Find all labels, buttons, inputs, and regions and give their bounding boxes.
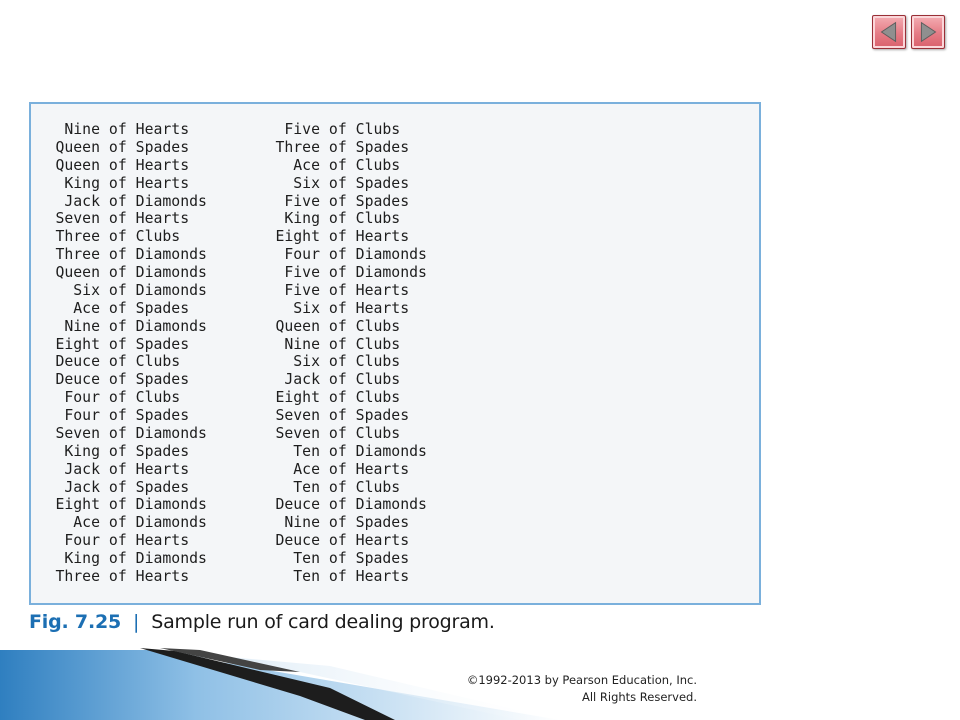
card-suit: Diamonds (135, 496, 207, 514)
of-word: of (328, 138, 347, 156)
card-left (46, 210, 266, 228)
card-right (266, 568, 466, 586)
card-suit: Spades (135, 299, 190, 317)
card-suit: Clubs (355, 335, 401, 353)
output-row (46, 336, 466, 354)
card-right (266, 139, 466, 157)
of-word: of (328, 174, 347, 192)
card-right (266, 228, 466, 246)
of-word: of (108, 532, 127, 550)
triangle-left-icon (873, 16, 905, 48)
card-suit: Diamonds (135, 281, 207, 299)
card-face: Five (284, 121, 320, 138)
card-face: Six (73, 281, 100, 299)
card-suit: Clubs (355, 389, 401, 407)
output-row (46, 479, 466, 497)
card-left (46, 514, 266, 532)
card-face: Queen (55, 264, 100, 281)
card-face: Four (64, 407, 100, 424)
card-face: King (64, 174, 100, 192)
card-face: Seven (275, 407, 320, 424)
card-suit: Diamonds (355, 442, 427, 460)
card-face: Ace (73, 299, 100, 317)
card-left (46, 353, 266, 371)
output-row (46, 532, 466, 550)
card-left (46, 228, 266, 246)
card-right (266, 407, 466, 425)
output-row (46, 550, 466, 568)
card-left (46, 443, 266, 461)
of-word: of (108, 335, 127, 353)
card-face: Ten (293, 567, 320, 585)
card-face: Deuce (55, 353, 100, 371)
card-face: Seven (275, 424, 320, 442)
card-left (46, 568, 266, 586)
caption-separator: | (133, 611, 140, 633)
output-row (46, 157, 466, 175)
card-face: Jack (64, 460, 100, 478)
card-face: Jack (64, 478, 100, 496)
output-row (46, 371, 466, 389)
card-suit: Spades (135, 335, 190, 353)
of-word: of (108, 550, 127, 567)
card-suit: Spades (135, 478, 190, 496)
card-right (266, 461, 466, 479)
of-word: of (328, 335, 347, 353)
card-suit: Hearts (135, 567, 190, 585)
copyright-line-2: All Rights Reserved. (581, 690, 697, 704)
output-row (46, 514, 466, 532)
of-word: of (328, 192, 347, 210)
card-suit: Diamonds (135, 424, 207, 442)
card-suit: Hearts (135, 156, 190, 174)
card-suit: Hearts (135, 121, 190, 138)
card-face: Jack (284, 371, 320, 389)
card-suit: Diamonds (355, 264, 427, 281)
card-left (46, 532, 266, 550)
of-word: of (328, 514, 347, 532)
of-word: of (328, 246, 347, 264)
card-suit: Spades (355, 138, 410, 156)
card-face: Ace (293, 460, 320, 478)
of-word: of (328, 210, 347, 228)
card-suit: Spades (355, 174, 410, 192)
card-right (266, 175, 466, 193)
card-right (266, 193, 466, 211)
output-row (46, 568, 466, 586)
card-right (266, 514, 466, 532)
of-word: of (328, 389, 347, 407)
card-suit: Hearts (135, 460, 190, 478)
card-left (46, 246, 266, 264)
card-right (266, 121, 466, 139)
of-word: of (108, 299, 127, 317)
output-row (46, 425, 466, 443)
card-suit: Spades (135, 371, 190, 389)
of-word: of (108, 514, 127, 532)
card-suit: Spades (135, 138, 190, 156)
of-word: of (328, 460, 347, 478)
card-face: Ten (293, 478, 320, 496)
card-suit: Spades (135, 442, 190, 460)
output-row (46, 246, 466, 264)
of-word: of (328, 478, 347, 496)
of-word: of (328, 281, 347, 299)
output-row (46, 496, 466, 514)
of-word: of (108, 389, 127, 407)
card-face: Seven (55, 210, 100, 228)
card-suit: Diamonds (135, 317, 207, 335)
card-suit: Hearts (135, 210, 190, 228)
card-right (266, 246, 466, 264)
card-face: Nine (284, 514, 320, 532)
triangle-right-icon (912, 16, 944, 48)
output-row (46, 264, 466, 282)
output-row (46, 353, 466, 371)
card-face: Four (284, 246, 320, 264)
card-left (46, 496, 266, 514)
card-suit: Hearts (355, 228, 410, 246)
figure-caption (29, 611, 495, 633)
of-word: of (108, 246, 127, 264)
card-face: Jack (64, 192, 100, 210)
output-row (46, 193, 466, 211)
card-face: Five (284, 281, 320, 299)
card-face: Deuce (275, 532, 320, 550)
card-right (266, 282, 466, 300)
card-face: Ten (293, 442, 320, 460)
card-suit: Spades (355, 407, 410, 424)
card-face: Nine (64, 121, 100, 138)
of-word: of (108, 138, 127, 156)
card-face: Six (293, 353, 320, 371)
card-suit: Clubs (355, 353, 401, 371)
of-word: of (108, 121, 127, 138)
card-right (266, 371, 466, 389)
card-left (46, 425, 266, 443)
of-word: of (328, 353, 347, 371)
card-deal-list (46, 121, 466, 586)
card-suit: Hearts (355, 460, 410, 478)
card-face: Queen (275, 317, 320, 335)
of-word: of (108, 156, 127, 174)
card-suit: Clubs (135, 389, 181, 407)
caption-text: Sample run of card dealing program. (151, 611, 495, 633)
card-right (266, 425, 466, 443)
card-face: Five (284, 192, 320, 210)
card-suit: Spades (355, 514, 410, 532)
card-suit: Hearts (135, 174, 190, 192)
card-left (46, 282, 266, 300)
card-face: Eight (275, 228, 320, 246)
card-face: King (284, 210, 320, 228)
card-right (266, 318, 466, 336)
card-left (46, 407, 266, 425)
card-left (46, 479, 266, 497)
card-face: King (64, 550, 100, 567)
card-suit: Clubs (135, 228, 181, 246)
card-suit: Spades (355, 550, 410, 567)
card-face: Eight (275, 389, 320, 407)
card-suit: Clubs (355, 371, 401, 389)
of-word: of (328, 424, 347, 442)
card-left (46, 300, 266, 318)
card-right (266, 210, 466, 228)
output-row (46, 318, 466, 336)
of-word: of (108, 210, 127, 228)
card-face: Deuce (55, 371, 100, 389)
card-suit: Spades (135, 407, 190, 424)
card-face: Three (55, 246, 100, 264)
of-word: of (108, 407, 127, 424)
of-word: of (108, 281, 127, 299)
card-face: Six (293, 299, 320, 317)
card-left (46, 121, 266, 139)
card-left (46, 461, 266, 479)
card-face: Eight (55, 496, 100, 514)
card-suit: Hearts (355, 299, 410, 317)
card-right (266, 264, 466, 282)
card-face: Three (275, 138, 320, 156)
card-face: Ten (293, 550, 320, 567)
card-suit: Spades (355, 192, 410, 210)
output-row (46, 407, 466, 425)
card-suit: Clubs (355, 317, 401, 335)
copyright-notice (467, 672, 697, 706)
card-suit: Hearts (355, 281, 410, 299)
card-right (266, 443, 466, 461)
card-left (46, 550, 266, 568)
card-right (266, 336, 466, 354)
of-word: of (328, 371, 347, 389)
of-word: of (108, 353, 127, 371)
of-word: of (108, 174, 127, 192)
card-left (46, 336, 266, 354)
card-suit: Diamonds (355, 496, 427, 514)
card-right (266, 300, 466, 318)
of-word: of (108, 567, 127, 585)
card-face: Six (293, 174, 320, 192)
card-face: Eight (55, 335, 100, 353)
card-face: Four (64, 389, 100, 407)
output-row (46, 300, 466, 318)
card-suit: Diamonds (135, 192, 207, 210)
card-right (266, 532, 466, 550)
previous-slide-button[interactable] (872, 15, 906, 49)
card-suit: Clubs (355, 121, 401, 138)
of-word: of (108, 424, 127, 442)
of-word: of (108, 496, 127, 514)
output-row (46, 210, 466, 228)
of-word: of (108, 228, 127, 246)
card-suit: Hearts (355, 567, 410, 585)
of-word: of (108, 478, 127, 496)
card-left (46, 157, 266, 175)
of-word: of (108, 192, 127, 210)
of-word: of (328, 496, 347, 514)
of-word: of (328, 299, 347, 317)
card-right (266, 550, 466, 568)
of-word: of (328, 121, 347, 138)
card-suit: Clubs (355, 210, 401, 228)
card-face: Five (284, 264, 320, 281)
card-left (46, 389, 266, 407)
card-face: Nine (64, 317, 100, 335)
card-right (266, 389, 466, 407)
of-word: of (328, 567, 347, 585)
output-row (46, 228, 466, 246)
figure-label: Fig. 7.25 (29, 611, 122, 633)
copyright-line-1: ©1992-2013 by Pearson Education, Inc. (466, 673, 697, 687)
of-word: of (328, 442, 347, 460)
card-right (266, 353, 466, 371)
of-word: of (108, 442, 127, 460)
of-word: of (328, 550, 347, 567)
output-row (46, 282, 466, 300)
card-suit: Clubs (135, 353, 181, 371)
card-suit: Diamonds (135, 246, 207, 264)
card-left (46, 175, 266, 193)
card-suit: Diamonds (135, 550, 207, 567)
of-word: of (108, 460, 127, 478)
card-face: Queen (55, 138, 100, 156)
card-face: Nine (284, 335, 320, 353)
of-word: of (328, 317, 347, 335)
of-word: of (328, 228, 347, 246)
card-suit: Clubs (355, 424, 401, 442)
card-face: Ace (293, 156, 320, 174)
program-output-panel (29, 102, 761, 605)
card-suit: Hearts (135, 532, 190, 550)
card-face: Four (64, 532, 100, 550)
next-slide-button[interactable] (911, 15, 945, 49)
card-left (46, 193, 266, 211)
card-left (46, 371, 266, 389)
card-suit: Clubs (355, 478, 401, 496)
output-row (46, 175, 466, 193)
card-suit: Diamonds (355, 246, 427, 264)
of-word: of (108, 371, 127, 389)
card-left (46, 264, 266, 282)
card-face: Three (55, 567, 100, 585)
card-suit: Diamonds (135, 264, 207, 281)
card-face: Queen (55, 156, 100, 174)
card-left (46, 139, 266, 157)
card-suit: Clubs (355, 156, 401, 174)
output-row (46, 121, 466, 139)
of-word: of (328, 407, 347, 424)
output-row (46, 139, 466, 157)
of-word: of (108, 317, 127, 335)
card-face: Three (55, 228, 100, 246)
card-right (266, 479, 466, 497)
output-row (46, 461, 466, 479)
card-right (266, 157, 466, 175)
of-word: of (328, 156, 347, 174)
card-face: King (64, 442, 100, 460)
of-word: of (328, 532, 347, 550)
card-face: Deuce (275, 496, 320, 514)
card-face: Seven (55, 424, 100, 442)
card-face: Ace (73, 514, 100, 532)
of-word: of (108, 264, 127, 281)
card-left (46, 318, 266, 336)
card-suit: Diamonds (135, 514, 207, 532)
output-row (46, 389, 466, 407)
card-suit: Hearts (355, 532, 410, 550)
of-word: of (328, 264, 347, 281)
output-row (46, 443, 466, 461)
card-right (266, 496, 466, 514)
